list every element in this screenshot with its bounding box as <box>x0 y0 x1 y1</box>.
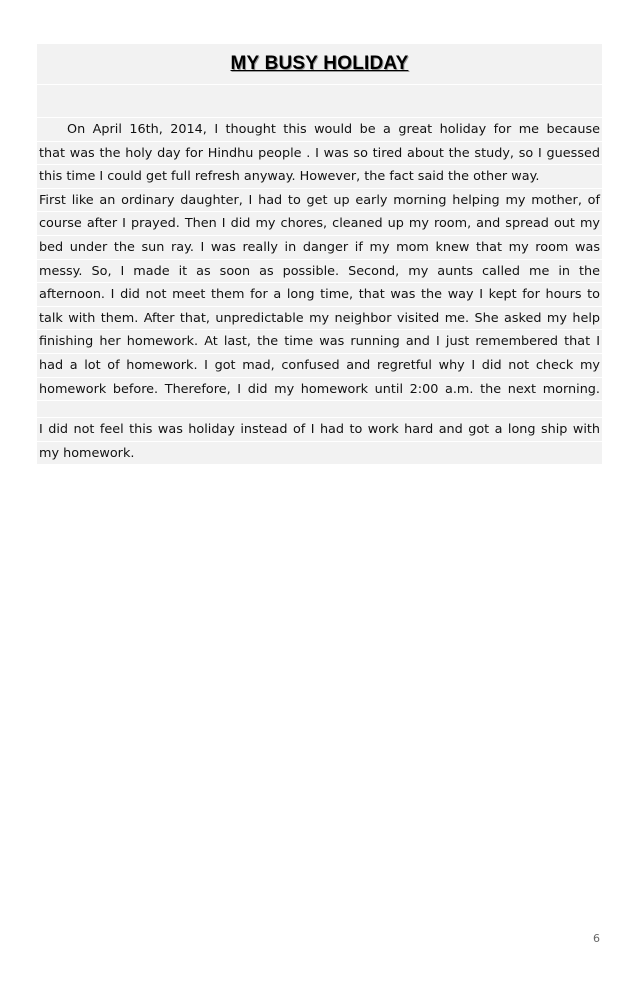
text-line: course after I prayed. Then I did my chores, cleaned up my room, and spread out my <box>37 212 602 236</box>
page-number: 6 <box>593 932 600 945</box>
paragraph-2 <box>37 189 602 401</box>
text-line: bed under the sun ray. I was really in danger if my mom knew that my room was <box>37 236 602 260</box>
paragraph-3 <box>37 418 602 465</box>
paragraph-gap <box>37 401 602 418</box>
text-line: First like an ordinary daughter, I had to get up early morning helping my mother, of <box>37 189 602 213</box>
paragraph-1 <box>37 118 602 189</box>
text-line: homework before. Therefore, I did my homework until 2:00 a.m. the next morning. <box>37 378 602 402</box>
document-title: MY BUSY HOLIDAY <box>37 44 602 85</box>
essay-block <box>37 44 602 465</box>
text-line: talk with them. After that, unpredictable my neighbor visited me. She asked my help <box>37 307 602 331</box>
text-line: finishing her homework. At last, the time was running and I just remembered that I <box>37 330 602 354</box>
text-line: On April 16th, 2014, I thought this would be a great holiday for me because <box>37 118 602 142</box>
text-line: my homework. <box>37 442 602 466</box>
text-line: afternoon. I did not meet them for a long time, that was the way I kept for hours to <box>37 283 602 307</box>
text-line: messy. So, I made it as soon as possible. Second, my aunts called me in the <box>37 260 602 284</box>
text-line: that was the holy day for Hindhu people . I was so tired about the study, so I guessed <box>37 142 602 166</box>
text-line: had a lot of homework. I got mad, confused and regretful why I did not check my <box>37 354 602 378</box>
blank-row <box>37 85 602 118</box>
text-line: I did not feel this was holiday instead of I had to work hard and got a long ship with <box>37 418 602 442</box>
text-line: this time I could get full refresh anyway. However, the fact said the other way. <box>37 165 602 189</box>
